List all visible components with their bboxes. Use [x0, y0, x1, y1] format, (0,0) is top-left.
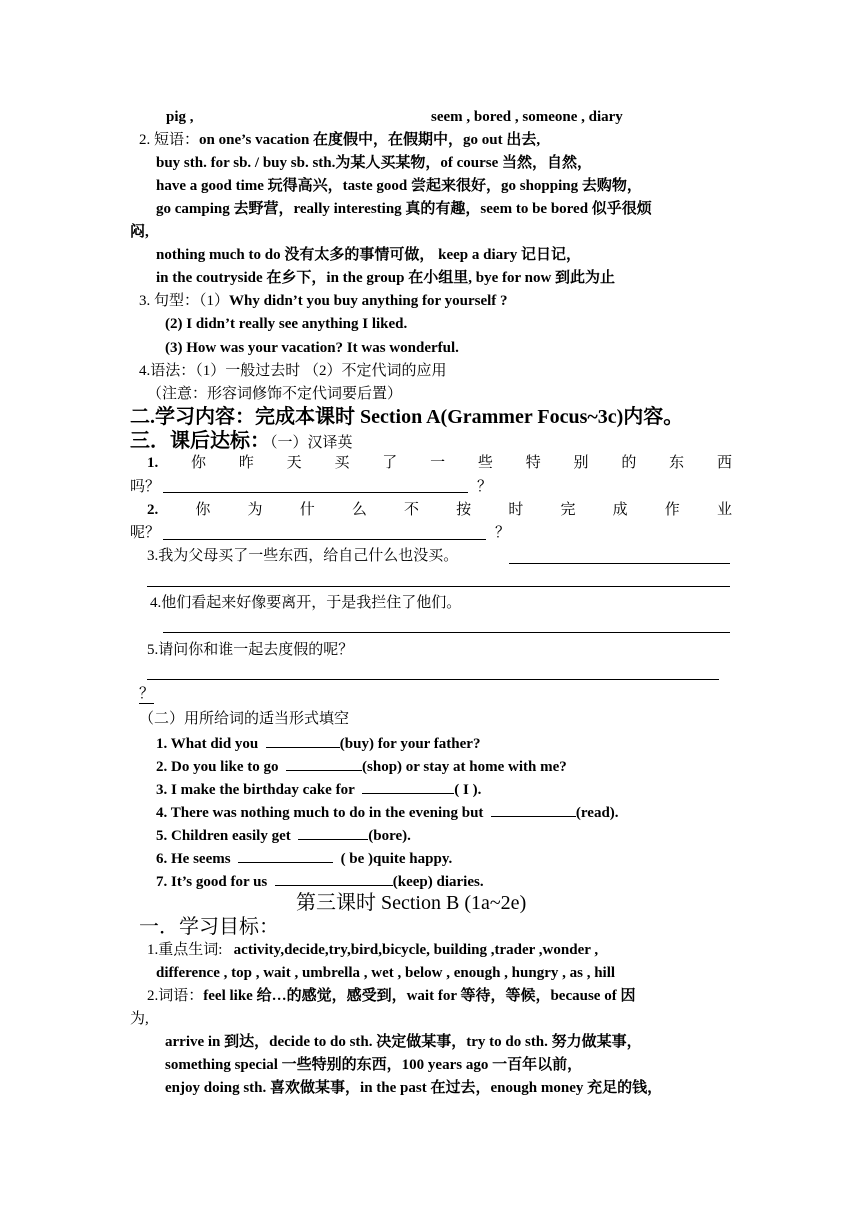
phrases-line-2: buy sth. for sb. / buy sb. sth.为某人买某物，of course 当然，自然，	[156, 155, 593, 171]
q2-answer-line[interactable]	[163, 539, 486, 540]
lesson3-phrases-wrap: 为,	[130, 1011, 149, 1027]
lesson3-phrases-line-1: 2.词语：feel like 给…的感觉，感受到，wait for 等待，等候，because of 因	[147, 988, 636, 1004]
lesson3-words-line-1: 1.重点生词: activity,decide,try,bird,bicycle, building ,trader ,wonder ,	[147, 942, 599, 958]
fill-item-3: 3. I make the birthday cake for ( I ).	[156, 779, 481, 800]
section3-title: 三．课后达标：	[130, 430, 270, 452]
phrases-label: 2. 短语：	[139, 132, 200, 148]
fill-blank-7[interactable]	[275, 871, 393, 886]
phrases-line-4: go camping 去野营，really interesting 真的有趣，seem to be bored 似乎很烦	[156, 201, 652, 217]
q1-row: 1. 你 昨 天 买 了 一 些 特 别 的 东 西	[147, 455, 732, 471]
q2-row: 2. 你 为 什 么 不 按 时 完 成 作 业	[147, 502, 732, 518]
fill-item-6: 6. He seems ( be )quite happy.	[156, 848, 452, 869]
q5-answer-line[interactable]	[147, 679, 719, 680]
vocab-right: seem , bored , someone , diary	[431, 109, 623, 125]
grammar-note: （注意：形容词修饰不定代词要后置）	[147, 386, 403, 402]
sentences-label: 3. 句型：（1）	[139, 293, 230, 309]
q4-answer-line[interactable]	[163, 632, 730, 633]
q3-answer-line-2[interactable]	[147, 586, 730, 587]
fill-blank-1[interactable]	[266, 733, 340, 748]
q1-end: ？	[477, 479, 493, 495]
fill-item-4: 4. There was nothing much to do in the evening but (read).	[156, 802, 619, 823]
grammar-label: 4.语法：（1）一般过去时 （2）不定代词的应用	[139, 363, 447, 379]
q2-tail: 呢？	[130, 525, 161, 541]
fill-item-2: 2. Do you like to go (shop) or stay at home with me?	[156, 756, 567, 777]
q5-end: ？	[139, 686, 155, 702]
section3-heading	[130, 428, 353, 454]
section2-title: 二.学习内容：完成本课时 Section A(Grammer Focus~3c)内容。	[130, 406, 684, 428]
lesson3-phrases-line-4: enjoy doing sth. 喜欢做某事，in the past 在过去，enough money 充足的钱，	[165, 1080, 663, 1096]
section3-sub1: （一）汉译英	[270, 435, 353, 451]
phrases-line-7: in the coutryside 在乡下，in the group 在小组里, bye for now 到此为止	[156, 270, 616, 286]
q1-num: 1.	[147, 455, 159, 471]
fill-item-5: 5. Children easily get (bore).	[156, 825, 411, 846]
phrases-line-3: have a good time 玩得高兴，taste good 尝起来很好，go shopping 去购物，	[156, 178, 642, 194]
sentences-line-1: 3. 句型：（1）Why didn’t you buy anything for yourself ?	[139, 293, 508, 309]
q4-text: 4.他们看起来好像要离开，于是我拦住了他们。	[150, 595, 462, 611]
fill-item-7: 7. It’s good for us (keep) diaries.	[156, 871, 484, 892]
fill-blank-5[interactable]	[298, 825, 368, 840]
sentences-line-3: (3) How was your vacation? It was wonderful.	[165, 340, 459, 356]
phrases-line-6: nothing much to do 没有太多的事情可做， keep a diary 记日记，	[156, 247, 582, 263]
lesson3-goal: 一．学习目标：	[139, 916, 279, 938]
lesson3-phrases-label: 2.词语：	[147, 988, 204, 1004]
q5-text: 5.请问你和谁一起去度假的呢？	[147, 642, 354, 658]
fill-blank-2[interactable]	[286, 756, 362, 771]
fill-blank-3[interactable]	[362, 779, 454, 794]
fill-item-1: 1. What did you (buy) for your father?	[156, 733, 480, 754]
q2-end: ？	[495, 525, 511, 541]
lesson3-words-label: 1.重点生词:	[147, 942, 223, 958]
lesson3-phrases-line-3: something special 一些特别的东西，100 years ago 一百年以前，	[165, 1057, 583, 1073]
lesson3-phrases-line-2: arrive in 到达，decide to do sth. 决定做某事，try to do sth. 努力做某事，	[165, 1034, 642, 1050]
fill-blank-4[interactable]	[491, 802, 576, 817]
vocab-left: pig ,	[166, 109, 194, 125]
section3-sub2: （二）用所给词的适当形式填空	[139, 711, 350, 727]
q3-text: 3.我为父母买了一些东西，给自己什么也没买。	[147, 548, 459, 564]
q1-tail: 吗？	[130, 479, 161, 495]
q3-answer-line-1[interactable]	[509, 563, 730, 564]
phrases-line-1: 2. 短语：on one’s vacation 在度假中，在假期中，go out 出去,	[139, 132, 541, 148]
fill-blank-6[interactable]	[238, 848, 333, 863]
sentences-line-2: (2) I didn’t really see anything I liked.	[165, 316, 408, 332]
lesson3-words-line-2: difference , top , wait , umbrella , wet , below , enough , hungry , as , hill	[156, 965, 616, 981]
q2-num: 2.	[147, 502, 159, 518]
phrases-line-5: 闷,	[130, 224, 149, 240]
lesson3-title: 第三课时 Section B (1a~2e)	[296, 892, 527, 914]
q1-answer-line[interactable]	[163, 492, 468, 493]
